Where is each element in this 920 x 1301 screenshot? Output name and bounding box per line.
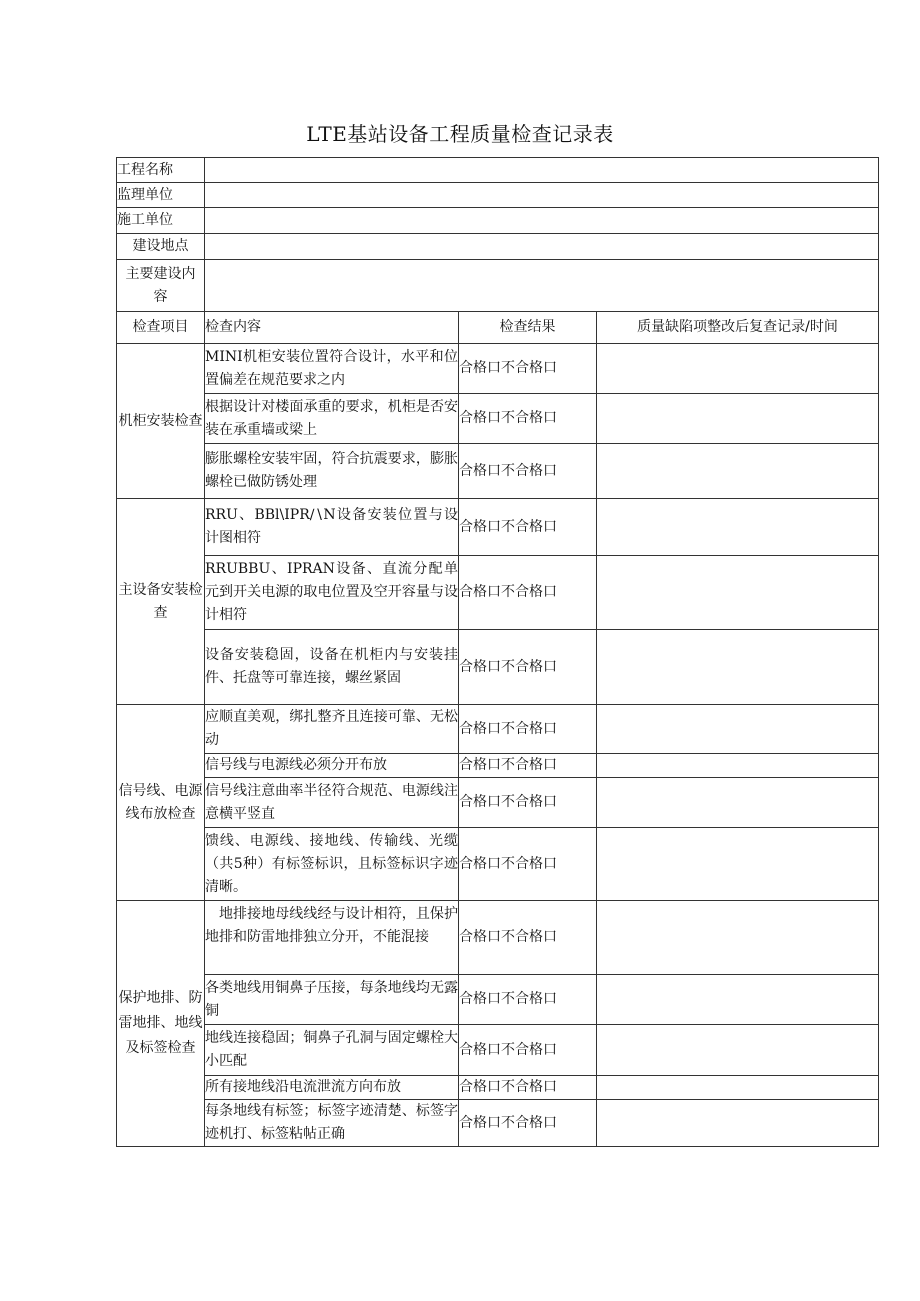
record-cell[interactable] (597, 444, 879, 499)
check-result[interactable]: 合格口不合格口 (459, 1025, 597, 1076)
check-content: RRUBBU、IPRAN设备、直流分配单元到开关电源的取电位置及空开容量与设计相符 (205, 556, 459, 630)
table-row (117, 828, 879, 901)
record-cell[interactable] (597, 344, 879, 394)
check-result[interactable]: 合格口不合格口 (459, 901, 597, 975)
inspection-table (116, 157, 879, 1147)
record-cell[interactable] (597, 1076, 879, 1100)
contractor-field[interactable] (205, 208, 879, 234)
record-cell[interactable] (597, 1025, 879, 1076)
check-content: 馈线、电源线、接地线、传输线、光缆（共5种）有标签标识，且标签标识字迹清晰。 (205, 828, 459, 901)
project-name-field[interactable] (205, 158, 879, 183)
record-cell[interactable] (597, 394, 879, 444)
check-result[interactable]: 合格口不合格口 (459, 556, 597, 630)
check-content: 设备安装稳固，设备在机柜内与安装挂件、托盘等可靠连接，螺丝紧固 (205, 630, 459, 705)
check-content: 膨胀螺栓安装牢固，符合抗震要求，膨胀螺栓已做防锈处理 (205, 444, 459, 499)
check-content: 信号线注意曲率半径符合规范、电源线注意横平竖直 (205, 778, 459, 828)
header-content: 检查内容 (205, 312, 459, 344)
info-row-contractor (117, 208, 879, 234)
table-row (117, 1100, 879, 1147)
record-cell[interactable] (597, 901, 879, 975)
check-result[interactable]: 合格口不合格口 (459, 394, 597, 444)
main-content-field[interactable] (205, 260, 879, 312)
table-header (117, 312, 879, 344)
table-row (117, 630, 879, 705)
table-row (117, 344, 879, 394)
record-cell[interactable] (597, 705, 879, 754)
supervisor-label: 监理单位 (117, 183, 205, 208)
check-content: RRU、BBl\IPR∕∖N设备安装位置与设计图相符 (205, 499, 459, 556)
table-row (117, 1025, 879, 1076)
check-content: 各类地线用铜鼻子压接，每条地线均无露铜 (205, 975, 459, 1025)
info-row-project-name (117, 158, 879, 183)
info-row-main-content (117, 260, 879, 312)
table-row (117, 1076, 879, 1100)
main-content-label: 主要建设内容 (117, 260, 205, 312)
record-cell[interactable] (597, 1100, 879, 1147)
table-row (117, 394, 879, 444)
check-content: MINI机柜安装位置符合设计，水平和位置偏差在规范要求之内 (205, 344, 459, 394)
site-label: 建设地点 (117, 234, 205, 260)
table-row (117, 556, 879, 630)
check-content: 信号线与电源线必须分开布放 (205, 754, 459, 778)
check-result[interactable]: 合格口不合格口 (459, 444, 597, 499)
check-result[interactable]: 合格口不合格口 (459, 828, 597, 901)
check-result[interactable]: 合格口不合格口 (459, 705, 597, 754)
check-result[interactable]: 合格口不合格口 (459, 754, 597, 778)
contractor-label: 施工单位 (117, 208, 205, 234)
table-row (117, 975, 879, 1025)
record-cell[interactable] (597, 556, 879, 630)
check-result[interactable]: 合格口不合格口 (459, 344, 597, 394)
header-item: 检查项目 (117, 312, 205, 344)
info-row-supervisor (117, 183, 879, 208)
table-row (117, 901, 879, 975)
check-content: 根据设计对楼面承重的要求，机柜是否安装在承重墙或梁上 (205, 394, 459, 444)
check-result[interactable]: 合格口不合格口 (459, 778, 597, 828)
category-cabling: 信号线、电源线布放检查 (117, 705, 205, 901)
table-row (117, 705, 879, 754)
record-cell[interactable] (597, 499, 879, 556)
record-cell[interactable] (597, 754, 879, 778)
supervisor-field[interactable] (205, 183, 879, 208)
check-result[interactable]: 合格口不合格口 (459, 1100, 597, 1147)
check-content: 应顺直美观，绑扎整齐且连接可靠、无松动 (205, 705, 459, 754)
check-result[interactable]: 合格口不合格口 (459, 630, 597, 705)
check-content: 每条地线有标签；标签字迹清楚、标签字迹机打、标签粘帖正确 (205, 1100, 459, 1147)
table-row (117, 499, 879, 556)
check-content: 地线连接稳固；铜鼻子孔洞与固定螺栓大小匹配 (205, 1025, 459, 1076)
page-title: LTE基站设备工程质量检查记录表 (306, 122, 614, 146)
project-name-label: 工程名称 (117, 158, 205, 183)
record-cell[interactable] (597, 630, 879, 705)
record-cell[interactable] (597, 828, 879, 901)
category-cabinet: 机柜安装检查 (117, 344, 205, 499)
info-row-site (117, 234, 879, 260)
table-row (117, 754, 879, 778)
check-content: 地排接地母线线经与设计相符，且保护地排和防雷地排独立分开，不能混接 (205, 901, 459, 975)
check-result[interactable]: 合格口不合格口 (459, 1076, 597, 1100)
check-result[interactable]: 合格口不合格口 (459, 975, 597, 1025)
category-grounding: 保护地排、防雷地排、地线及标签检查 (117, 901, 205, 1147)
category-main-equipment: 主设备安装检查 (117, 499, 205, 705)
header-record: 质量缺陷项整改后复查记录/时间 (597, 312, 879, 344)
table-row (117, 444, 879, 499)
record-cell[interactable] (597, 778, 879, 828)
header-result: 检查结果 (459, 312, 597, 344)
check-content: 所有接地线沿电流泄流方向布放 (205, 1076, 459, 1100)
table-row (117, 778, 879, 828)
site-field[interactable] (205, 234, 879, 260)
record-cell[interactable] (597, 975, 879, 1025)
check-result[interactable]: 合格口不合格口 (459, 499, 597, 556)
